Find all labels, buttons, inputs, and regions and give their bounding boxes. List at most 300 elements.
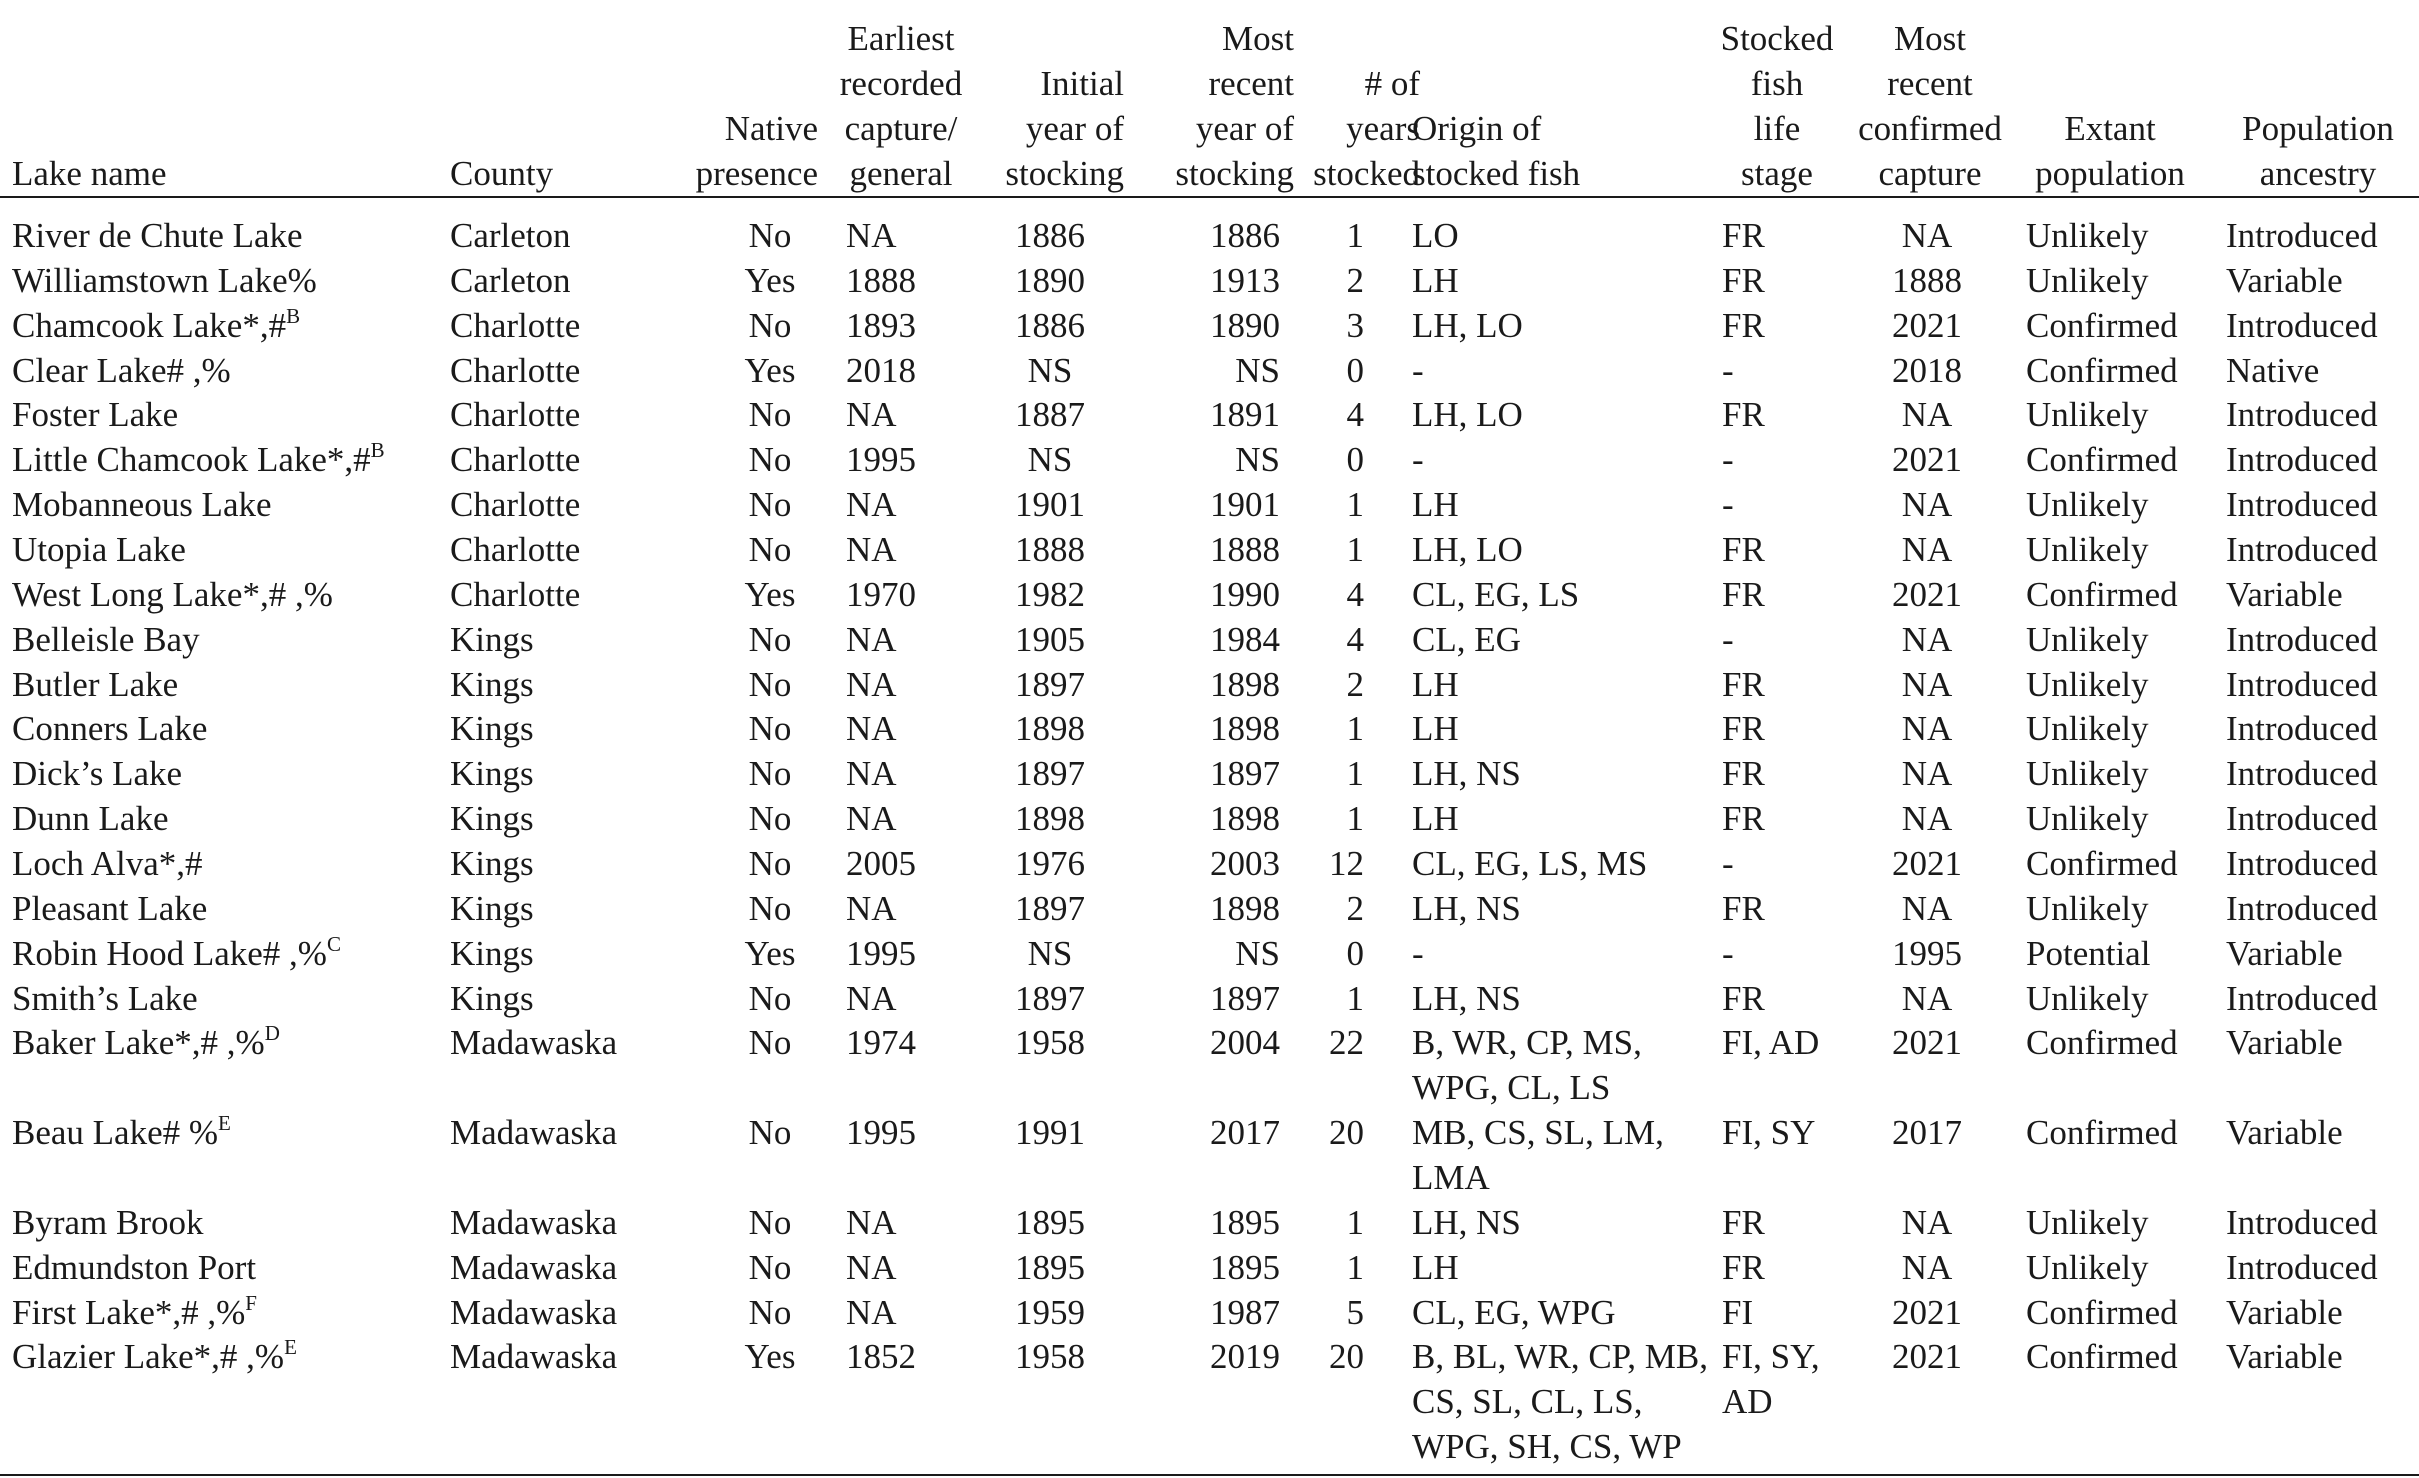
table-row <box>0 1201 2419 1246</box>
cell-stage <box>1722 977 1852 1022</box>
table-row <box>0 842 2419 887</box>
column-header-origin <box>1412 0 1722 196</box>
cell-years: 1 <box>1346 1247 1364 1287</box>
cell-earliest: NA <box>846 619 897 659</box>
cell-extant: Unlikely <box>2026 395 2149 435</box>
lake-name: Robin Hood Lake# ,% <box>12 933 327 973</box>
cell-county: Madawaska <box>450 1247 618 1287</box>
cell-years: 1 <box>1346 754 1364 794</box>
cell-recent: 1898 <box>1210 799 1280 839</box>
cell-recent: 1898 <box>1210 709 1280 749</box>
cell-stage <box>1722 349 1852 394</box>
cell-earliest: NA <box>846 978 897 1018</box>
cell-ancestry: Variable <box>2226 574 2343 614</box>
column-header-line: stocked fish <box>1412 154 1581 193</box>
lake-name: Butler Lake <box>12 664 179 704</box>
column-header-line: recorded <box>839 64 963 103</box>
cell-recent: 1888 <box>1210 530 1280 569</box>
cell-county: Kings <box>450 978 534 1018</box>
table-row <box>0 573 2419 618</box>
cell-origin <box>1412 214 1722 259</box>
cell-origin <box>1412 1291 1722 1336</box>
stage-line: FR <box>1722 1247 1765 1287</box>
cell-native: No <box>748 1292 792 1332</box>
column-header-line: Lake name <box>12 154 167 193</box>
cell-initial: 1976 <box>1015 844 1085 883</box>
cell-ancestry: Introduced <box>2226 440 2378 480</box>
cell-earliest: 1852 <box>846 1337 916 1377</box>
cell-native: No <box>748 664 792 704</box>
stage-line: FR <box>1722 1202 1765 1242</box>
table-row <box>0 1335 2419 1470</box>
origin-line: LH, NS <box>1412 754 1521 794</box>
cell-native: No <box>748 1247 792 1287</box>
column-header-ancestry <box>2218 0 2418 196</box>
cell-earliest: 1995 <box>846 1113 916 1153</box>
stage-line: - <box>1722 933 1734 973</box>
cell-confirmed: NA <box>1901 799 1953 839</box>
cell-earliest: NA <box>846 1247 897 1287</box>
stage-line: FR <box>1722 574 1765 614</box>
column-header-line: life <box>1753 109 1801 148</box>
table-row <box>0 663 2419 708</box>
cell-ancestry: Variable <box>2226 260 2343 300</box>
cell-extant: Unlikely <box>2026 1202 2149 1242</box>
lake-name: Baker Lake*,# ,% <box>12 1023 265 1063</box>
lake-name: Edmundston Port <box>12 1247 257 1287</box>
cell-ancestry: Introduced <box>2226 305 2378 345</box>
cell-earliest: NA <box>846 664 897 704</box>
cell-recent: 2019 <box>1210 1337 1280 1377</box>
cell-origin <box>1412 573 1722 618</box>
cell-earliest: NA <box>846 709 897 749</box>
origin-line: LH <box>1412 664 1459 704</box>
lake-name: Pleasant Lake <box>12 888 208 928</box>
cell-stage <box>1722 393 1852 438</box>
column-header-line: Population <box>2242 109 2394 148</box>
cell-native: No <box>748 530 792 569</box>
cell-origin <box>1412 887 1722 932</box>
cell-recent: 1984 <box>1210 619 1280 659</box>
cell-years: 1 <box>1346 799 1364 839</box>
cell-stage <box>1722 214 1852 259</box>
cell-county: Charlotte <box>450 440 581 480</box>
cell-confirmed: 2021 <box>1892 1337 1962 1377</box>
origin-line: B, BL, WR, CP, MB, <box>1412 1337 1708 1377</box>
cell-earliest: NA <box>846 754 897 794</box>
cell-earliest: 1888 <box>846 260 916 300</box>
table-row <box>0 438 2419 483</box>
origin-line: LH <box>1412 260 1459 300</box>
origin-line: LH, LO <box>1412 395 1523 435</box>
cell-earliest: NA <box>846 485 897 525</box>
bottom-rule <box>0 1474 2419 1476</box>
column-header-initial <box>982 0 1124 196</box>
cell-ancestry: Introduced <box>2226 1247 2378 1287</box>
column-header-line: stocked <box>1313 154 1420 193</box>
cell-years: 20 <box>1329 1337 1364 1377</box>
cell-origin <box>1412 1201 1722 1246</box>
cell-county: Kings <box>450 664 534 704</box>
column-header-county <box>450 0 553 196</box>
table-row <box>0 618 2419 663</box>
cell-recent: 2004 <box>1210 1023 1280 1063</box>
cell-years: 1 <box>1346 485 1364 525</box>
origin-line: CL, EG, LS <box>1412 574 1580 614</box>
cell-native: No <box>748 709 792 749</box>
cell-confirmed: 2021 <box>1892 440 1962 480</box>
cell-stage <box>1722 618 1852 663</box>
cell-lake <box>12 663 178 708</box>
origin-line: LH, LO <box>1412 530 1523 569</box>
cell-ancestry: Introduced <box>2226 619 2378 659</box>
column-header-native <box>686 0 818 196</box>
cell-confirmed: 2021 <box>1892 305 1962 345</box>
stage-line: FR <box>1722 395 1765 435</box>
cell-extant: Confirmed <box>2026 1113 2178 1153</box>
cell-ancestry: Variable <box>2226 1113 2343 1153</box>
cell-initial: 1958 <box>1015 1337 1085 1377</box>
cell-extant: Unlikely <box>2026 260 2149 300</box>
cell-ancestry: Introduced <box>2226 664 2378 704</box>
cell-native: No <box>748 440 792 480</box>
cell-years: 1 <box>1346 709 1364 749</box>
cell-years: 1 <box>1346 1202 1364 1242</box>
cell-initial: 1897 <box>1015 754 1085 794</box>
table-row <box>0 393 2419 438</box>
cell-lake <box>12 1111 231 1156</box>
column-header-confirmed <box>1850 0 2010 196</box>
lake-name: Byram Brook <box>12 1202 204 1242</box>
table-row <box>0 349 2419 394</box>
cell-ancestry: Introduced <box>2226 844 2378 883</box>
cell-native: No <box>748 799 792 839</box>
footnote-marker: B <box>370 438 385 463</box>
stage-line: FR <box>1722 260 1765 300</box>
origin-line: LMA <box>1412 1158 1490 1197</box>
stage-line: FR <box>1722 978 1765 1018</box>
cell-county: Kings <box>450 619 534 659</box>
cell-lake <box>12 618 200 663</box>
cell-stage <box>1722 528 1852 573</box>
cell-stage <box>1722 1111 1852 1156</box>
cell-county: Charlotte <box>450 350 581 390</box>
cell-recent: 1990 <box>1210 574 1280 614</box>
cell-confirmed: NA <box>1901 619 1953 659</box>
lake-name: Utopia Lake <box>12 530 186 569</box>
cell-extant: Unlikely <box>2026 754 2149 794</box>
cell-stage <box>1722 1335 1852 1425</box>
cell-initial: 1887 <box>1015 395 1085 435</box>
cell-years: 0 <box>1346 440 1364 480</box>
cell-recent: 1897 <box>1210 754 1280 794</box>
lake-name: Glazier Lake*,# ,% <box>12 1337 285 1377</box>
cell-confirmed: 1995 <box>1892 933 1962 973</box>
cell-years: 5 <box>1346 1292 1364 1332</box>
cell-ancestry: Introduced <box>2226 1202 2378 1242</box>
origin-line: - <box>1412 933 1424 973</box>
table-row <box>0 932 2419 977</box>
column-header-lake <box>12 0 167 196</box>
lake-name: Little Chamcook Lake*,# <box>12 440 371 480</box>
cell-stage <box>1722 842 1852 887</box>
table-row <box>0 259 2419 304</box>
lake-name: Mobanneous Lake <box>12 485 272 525</box>
column-header-years <box>1300 0 1420 196</box>
cell-years: 2 <box>1346 888 1364 928</box>
column-header-line: recent <box>1208 64 1294 103</box>
cell-county: Kings <box>450 709 534 749</box>
cell-native: No <box>748 978 792 1018</box>
cell-county: Madawaska <box>450 1202 618 1242</box>
cell-ancestry: Variable <box>2226 1337 2343 1377</box>
cell-initial: 1958 <box>1015 1023 1085 1063</box>
cell-confirmed: NA <box>1901 485 1953 525</box>
cell-lake <box>12 797 168 842</box>
table-header <box>0 0 2419 196</box>
cell-county: Kings <box>450 799 534 839</box>
lake-name: Foster Lake <box>12 395 179 435</box>
cell-origin <box>1412 393 1722 438</box>
stage-line: FR <box>1722 888 1765 928</box>
column-header-line: Extant <box>2064 109 2156 148</box>
footnote-marker: E <box>218 1111 231 1136</box>
lake-name: River de Chute Lake <box>12 216 303 255</box>
origin-line: CL, EG <box>1412 619 1521 659</box>
cell-confirmed: NA <box>1901 664 1953 704</box>
cell-initial: NS <box>1027 933 1073 973</box>
cell-native: Yes <box>744 933 796 973</box>
cell-stage <box>1722 887 1852 932</box>
cell-county: Kings <box>450 754 534 794</box>
cell-initial: NS <box>1027 440 1073 480</box>
footnote-marker: B <box>286 303 301 328</box>
cell-recent: 1898 <box>1210 664 1280 704</box>
stage-line: - <box>1722 440 1734 480</box>
cell-stage <box>1722 663 1852 708</box>
column-header-line: presence <box>695 154 818 193</box>
cell-ancestry: Introduced <box>2226 395 2378 435</box>
cell-confirmed: NA <box>1901 978 1953 1018</box>
table-row <box>0 797 2419 842</box>
cell-county: Charlotte <box>450 530 581 569</box>
stage-line: - <box>1722 619 1734 659</box>
cell-native: No <box>748 485 792 525</box>
cell-confirmed: 2017 <box>1892 1113 1962 1153</box>
cell-initial: 1982 <box>1015 574 1085 614</box>
column-header-line: stocking <box>1005 154 1124 193</box>
cell-extant: Unlikely <box>2026 709 2149 749</box>
cell-lake <box>12 349 231 394</box>
cell-county: Carleton <box>450 216 571 255</box>
cell-ancestry: Introduced <box>2226 530 2378 569</box>
cell-extant: Unlikely <box>2026 485 2149 525</box>
column-header-line: population <box>2035 154 2185 193</box>
cell-recent: 2003 <box>1210 844 1280 883</box>
cell-origin <box>1412 752 1722 797</box>
footnote-marker: E <box>284 1335 297 1360</box>
cell-origin <box>1412 259 1722 304</box>
stage-line: - <box>1722 350 1734 390</box>
cell-earliest: 1995 <box>846 440 916 480</box>
column-header-line: Initial <box>1040 64 1124 103</box>
origin-line: CS, SL, CL, LS, <box>1412 1382 1643 1422</box>
cell-native: Yes <box>744 350 796 390</box>
cell-origin <box>1412 932 1722 977</box>
column-header-line: confirmed <box>1858 109 2002 148</box>
cell-origin <box>1412 618 1722 663</box>
column-header-stage <box>1702 0 1852 196</box>
cell-county: Kings <box>450 844 534 883</box>
table-row <box>0 707 2419 752</box>
cell-recent: 2017 <box>1210 1113 1280 1153</box>
cell-lake <box>12 842 203 887</box>
cell-stage <box>1722 707 1852 752</box>
cell-stage <box>1722 1021 1852 1066</box>
cell-earliest: 2005 <box>846 844 916 883</box>
stage-line: FI <box>1722 1292 1754 1332</box>
cell-years: 2 <box>1346 664 1364 704</box>
column-header-line: # of <box>1364 64 1420 103</box>
column-header-line: capture/ <box>844 109 958 148</box>
cell-stage <box>1722 573 1852 618</box>
column-header-earliest <box>836 0 966 196</box>
origin-line: - <box>1412 350 1424 390</box>
cell-lake <box>12 438 385 483</box>
cell-stage <box>1722 797 1852 842</box>
cell-native: No <box>748 1113 792 1153</box>
cell-initial: 1890 <box>1015 260 1085 300</box>
cell-recent: 1897 <box>1210 978 1280 1018</box>
cell-confirmed: NA <box>1901 709 1953 749</box>
cell-initial: 1959 <box>1015 1292 1085 1332</box>
cell-lake <box>12 1335 297 1380</box>
cell-native: No <box>748 305 792 345</box>
cell-extant: Unlikely <box>2026 1247 2149 1287</box>
column-header-line: stage <box>1741 154 1813 193</box>
cell-native: No <box>748 754 792 794</box>
table-row <box>0 1111 2419 1201</box>
cell-years: 4 <box>1346 395 1364 435</box>
cell-recent: NS <box>1235 933 1280 973</box>
cell-county: Madawaska <box>450 1292 618 1332</box>
cell-origin <box>1412 1246 1722 1291</box>
cell-confirmed: 2021 <box>1892 574 1962 614</box>
cell-extant: Unlikely <box>2026 530 2149 569</box>
table-row <box>0 977 2419 1022</box>
cell-recent: 1891 <box>1210 395 1280 435</box>
cell-initial: 1901 <box>1015 485 1085 525</box>
lake-name: Dunn Lake <box>12 799 169 839</box>
column-header-line: year of <box>1195 109 1294 148</box>
table-row <box>0 214 2419 259</box>
cell-native: Yes <box>744 260 796 300</box>
cell-ancestry: Introduced <box>2226 888 2378 928</box>
table-row <box>0 1246 2419 1291</box>
cell-extant: Confirmed <box>2026 1023 2178 1063</box>
column-header-line: Origin of <box>1412 109 1542 148</box>
origin-line: LH <box>1412 485 1459 525</box>
cell-confirmed: NA <box>1901 1247 1953 1287</box>
column-header-line: years <box>1346 109 1420 148</box>
cell-ancestry: Variable <box>2226 1023 2343 1063</box>
cell-years: 1 <box>1346 978 1364 1018</box>
cell-lake <box>12 573 333 618</box>
cell-recent: 1886 <box>1210 216 1280 255</box>
cell-confirmed: 1888 <box>1892 260 1962 300</box>
cell-earliest: 1970 <box>846 574 916 614</box>
cell-ancestry: Introduced <box>2226 754 2378 794</box>
cell-confirmed: NA <box>1901 216 1953 255</box>
column-header-line: ancestry <box>2259 154 2377 193</box>
origin-line: WPG, CL, LS <box>1412 1068 1611 1108</box>
cell-lake <box>12 483 272 528</box>
cell-confirmed: 2021 <box>1892 1023 1962 1063</box>
cell-confirmed: NA <box>1901 395 1953 435</box>
cell-origin <box>1412 797 1722 842</box>
column-header-line: stocking <box>1175 154 1294 193</box>
cell-stage <box>1722 1291 1852 1336</box>
origin-line: LH <box>1412 799 1459 839</box>
footnote-marker: D <box>264 1021 280 1046</box>
cell-earliest: NA <box>846 1292 897 1332</box>
table-row <box>0 483 2419 528</box>
cell-origin <box>1412 707 1722 752</box>
cell-recent: NS <box>1235 440 1280 480</box>
cell-county: Carleton <box>450 260 571 300</box>
cell-extant: Confirmed <box>2026 1337 2178 1377</box>
cell-extant: Unlikely <box>2026 664 2149 704</box>
cell-initial: 1897 <box>1015 664 1085 704</box>
cell-ancestry: Variable <box>2226 933 2343 973</box>
cell-earliest: NA <box>846 530 897 569</box>
cell-years: 1 <box>1346 216 1364 255</box>
column-header-line: recent <box>1887 64 1973 103</box>
cell-recent: 1890 <box>1210 305 1280 345</box>
cell-extant: Unlikely <box>2026 619 2149 659</box>
lake-name: West Long Lake*,# ,% <box>12 574 333 614</box>
cell-recent: 1913 <box>1210 260 1280 300</box>
stage-line: FR <box>1722 799 1765 839</box>
cell-recent: 1987 <box>1210 1292 1280 1332</box>
cell-lake <box>12 304 300 349</box>
cell-county: Charlotte <box>450 305 581 345</box>
cell-origin <box>1412 528 1722 573</box>
cell-county: Kings <box>450 933 534 973</box>
cell-native: No <box>748 619 792 659</box>
cell-origin <box>1412 1111 1722 1201</box>
footnote-marker: C <box>326 931 341 956</box>
cell-earliest: NA <box>846 1202 897 1242</box>
cell-earliest: NA <box>846 395 897 435</box>
cell-native: No <box>748 888 792 928</box>
lake-name: Beau Lake# % <box>12 1113 219 1153</box>
cell-stage <box>1722 483 1852 528</box>
cell-years: 4 <box>1346 619 1364 659</box>
cell-native: No <box>748 1202 792 1242</box>
cell-initial: 1898 <box>1015 799 1085 839</box>
origin-line: MB, CS, SL, LM, <box>1412 1113 1664 1153</box>
cell-earliest: 1893 <box>846 305 916 345</box>
cell-county: Charlotte <box>450 395 581 435</box>
cell-native: No <box>748 844 792 883</box>
column-header-recent <box>1142 0 1294 196</box>
cell-origin <box>1412 304 1722 349</box>
cell-extant: Confirmed <box>2026 574 2178 614</box>
cell-years: 3 <box>1346 305 1364 345</box>
cell-county: Charlotte <box>450 485 581 525</box>
cell-initial: 1895 <box>1015 1247 1085 1287</box>
